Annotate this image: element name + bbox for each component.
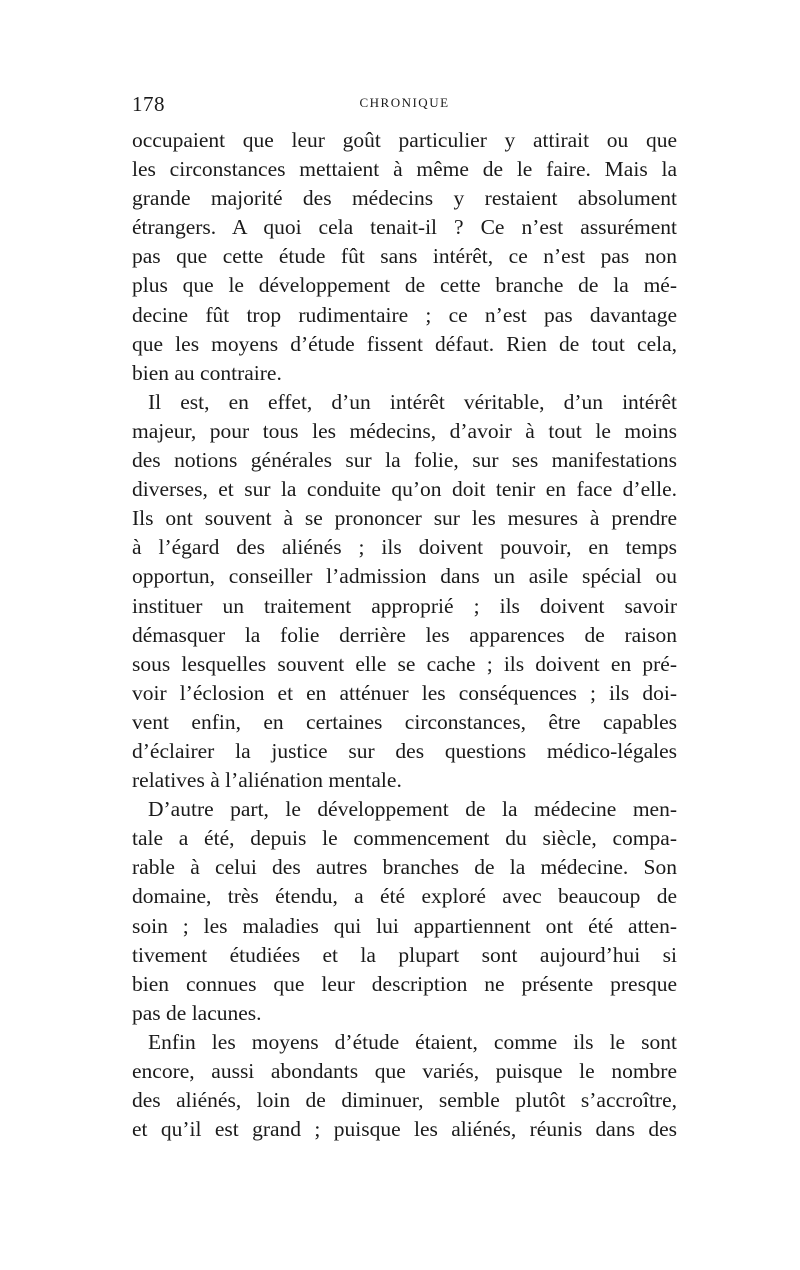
text-line: Ils ont souvent à se prononcer sur les mesures à prendre (132, 506, 677, 531)
text-line: les circonstances mettaient à même de le faire. Mais la (132, 157, 677, 182)
text-line: rable à celui des autres branches de la médecine. Son (132, 855, 677, 880)
page-header (132, 92, 677, 116)
text-line: bien au contraire. (132, 360, 282, 385)
text-line: grande majorité des médecins y restaient absolument (132, 186, 677, 211)
text-line: instituer un traitement approprié ; ils doivent savoir (132, 593, 677, 618)
text-line: domaine, très étendu, a été exploré avec beaucoup de (132, 884, 677, 909)
text-line: majeur, pour tous les médecins, d’avoir à tout le moins (132, 418, 677, 443)
text-line: tale a été, depuis le commencement du siècle, compa- (132, 826, 677, 851)
text-line: diverses, et sur la conduite qu’on doit tenir en face d’elle. (132, 477, 677, 502)
text-line: étrangers. A quoi cela tenait-il ? Ce n’est assurément (132, 215, 677, 240)
text-line: soin ; les maladies qui lui appartiennent ont été atten- (132, 913, 677, 938)
text-line: pas que cette étude fût sans intérêt, ce n’est pas non (132, 244, 677, 269)
text-line: encore, aussi abondants que variés, puisque le nombre (132, 1059, 677, 1083)
text-line: et qu’il est grand ; puisque les aliénés, réunis dans des (132, 1117, 677, 1142)
text-line: plus que le développement de cette branche de la mé- (132, 273, 677, 298)
text-line: occupaient que leur goût particulier y attirait ou que (132, 128, 677, 152)
text-line: decine fût trop rudimentaire ; ce n’est pas davantage (132, 302, 677, 327)
text-line: relatives à l’aliénation mentale. (132, 768, 402, 793)
text-line: pas de lacunes. (132, 1000, 262, 1025)
text-line: tivement étudiées et la plupart sont aujourd’hui si (132, 942, 677, 967)
running-title: CHRONIQUE (359, 95, 450, 110)
text-line: bien connues que leur description ne présente presque (132, 971, 677, 996)
text-line: voir l’éclosion et en atténuer les conséquences ; ils doi- (132, 680, 677, 705)
text-line: démasquer la folie derrière les apparences de raison (132, 622, 677, 647)
text-line: d’éclairer la justice sur des questions médico-légales (132, 738, 677, 763)
body-text (132, 126, 677, 1144)
text-line: que les moyens d’étude fissent défaut. Rien de tout cela, (132, 331, 677, 356)
page-number: 178 (132, 92, 165, 116)
paragraph-start-line: Il est, en effet, d’un intérêt véritable, d’un intérêt (148, 389, 677, 414)
text-line: des aliénés, loin de diminuer, semble plutôt s’accroître, (132, 1088, 677, 1113)
paragraph-start-line: Enfin les moyens d’étude étaient, comme ils le sont (148, 1029, 677, 1054)
text-line: des notions générales sur la folie, sur ses manifestations (132, 448, 677, 473)
text-line: à l’égard des aliénés ; ils doivent pouvoir, en temps (132, 535, 677, 560)
text-line: sous lesquelles souvent elle se cache ; ils doivent en pré- (132, 651, 677, 676)
text-line: opportun, conseiller l’admission dans un asile spécial ou (132, 564, 677, 589)
text-line: vent enfin, en certaines circonstances, être capables (132, 709, 677, 734)
paragraph-start-line: D’autre part, le développement de la médecine men- (148, 797, 677, 822)
